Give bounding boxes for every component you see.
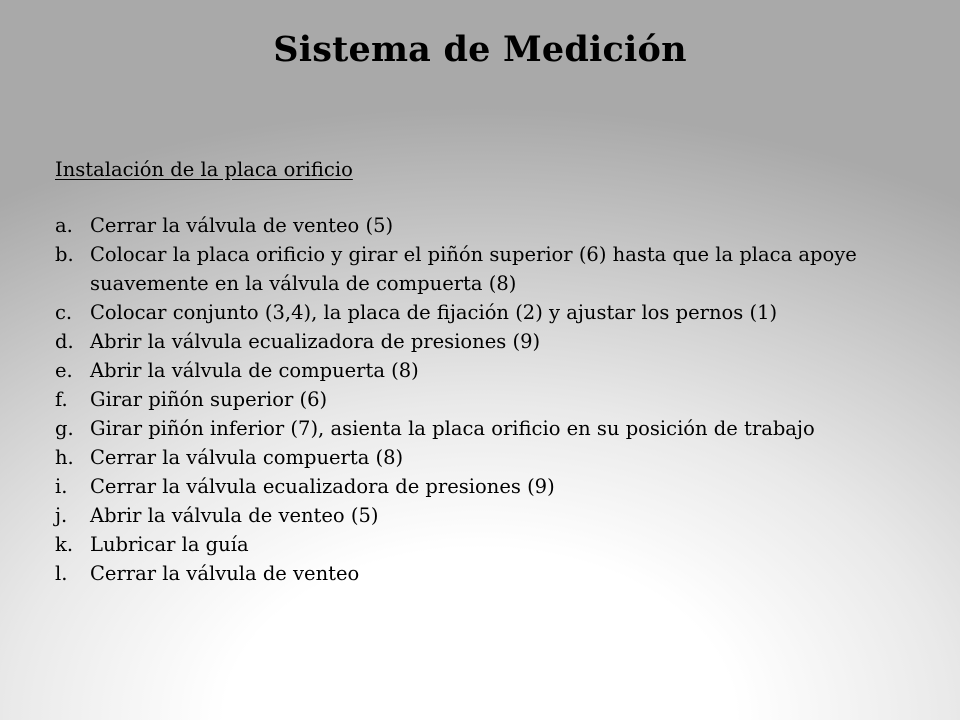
step-text: Cerrar la válvula de venteo (5) bbox=[90, 214, 394, 237]
step-item-c bbox=[55, 298, 915, 327]
step-letter: g. bbox=[55, 417, 74, 440]
step-item-j bbox=[55, 501, 915, 530]
step-item-h bbox=[55, 443, 915, 472]
step-text: Lubricar la guía bbox=[90, 533, 249, 556]
step-text: Abrir la válvula de compuerta (8) bbox=[90, 359, 419, 382]
step-letter: c. bbox=[55, 301, 73, 324]
step-letter: f. bbox=[55, 388, 68, 411]
step-letter: l. bbox=[55, 562, 68, 585]
step-text: Abrir la válvula de venteo (5) bbox=[90, 504, 379, 527]
step-text: Cerrar la válvula de venteo bbox=[90, 562, 360, 585]
step-item-l bbox=[55, 559, 915, 588]
step-letter: d. bbox=[55, 330, 74, 353]
step-letter: a. bbox=[55, 214, 73, 237]
step-item-e bbox=[55, 356, 915, 385]
step-text: Cerrar la válvula ecualizadora de presiones (9) bbox=[90, 475, 555, 498]
step-text: Abrir la válvula ecualizadora de presiones (9) bbox=[90, 330, 541, 353]
step-letter: e. bbox=[55, 359, 73, 382]
step-item-b bbox=[55, 240, 915, 298]
step-item-i bbox=[55, 472, 915, 501]
step-text: Colocar la placa orificio y girar el piñón superior (6) hasta que la placa apoye suavemente en la válvula de compuerta (8) bbox=[90, 243, 857, 295]
section-subtitle: Instalación de la placa orificio bbox=[55, 158, 353, 181]
steps-list bbox=[55, 211, 915, 588]
slide-title: Sistema de Medición bbox=[273, 29, 687, 70]
step-letter: b. bbox=[55, 243, 74, 266]
step-letter: h. bbox=[55, 446, 74, 469]
slide-content bbox=[55, 155, 915, 588]
step-item-k bbox=[55, 530, 915, 559]
step-item-d bbox=[55, 327, 915, 356]
step-text: Colocar conjunto (3,4), la placa de fijación (2) y ajustar los pernos (1) bbox=[90, 301, 778, 324]
step-text: Girar piñón inferior (7), asienta la placa orificio en su posición de trabajo bbox=[90, 417, 815, 440]
step-item-f bbox=[55, 385, 915, 414]
step-letter: i. bbox=[55, 475, 68, 498]
step-text: Girar piñón superior (6) bbox=[90, 388, 328, 411]
step-text: Cerrar la válvula compuerta (8) bbox=[90, 446, 404, 469]
step-letter: k. bbox=[55, 533, 74, 556]
step-letter: j. bbox=[55, 504, 68, 527]
step-item-a bbox=[55, 211, 915, 240]
step-item-g bbox=[55, 414, 915, 443]
